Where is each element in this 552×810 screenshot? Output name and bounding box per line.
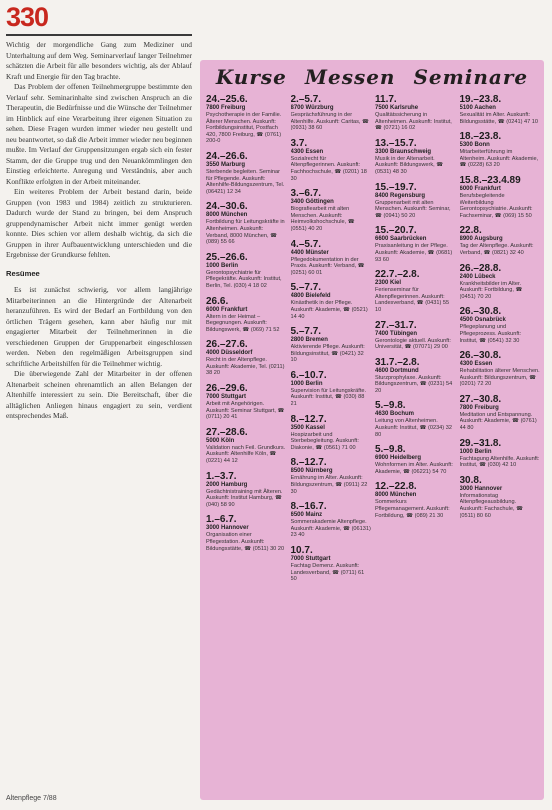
event-city: 3000 Hannover [459, 485, 503, 492]
events-box [200, 60, 544, 800]
event-entry [291, 188, 372, 232]
event-date: 15.8.–23.4.89 [459, 174, 521, 186]
event-entry [291, 282, 372, 320]
event-entry [206, 339, 287, 377]
event-city: 2800 Bremen [290, 337, 328, 344]
event-desc: Musik in der Altenarbeit. Auskunft: Bildungswerk, ☎ (0531) 48 30 [375, 155, 444, 175]
event-desc: Sozialrecht für Altenpflegerinnen. Auskunft: Fachhochschule, ☎ (0201) 18 30 [290, 155, 367, 182]
event-desc: Psychotherapie in der Familie. Älterer Menschen. Auskunft: Fortbildungsinstitut, Postfach 420, 7800 Freiburg, ☎ (0761) 200-0 [206, 112, 282, 145]
event-city: 3400 Göttingen [290, 199, 334, 206]
article-paragraph: Wichtig der morgendliche Gang zum Mediziner und Unterhaltung auf dem Weg. Seminarverlauf langer Teilnehmer schätzten die Arbeit für alle besonders wichtig, als der Ablauf Kraft und Energie für den Tag brachte. [6, 40, 192, 81]
page-footer: Altenpflege 7/88 [6, 795, 57, 802]
event-city: 5100 Aachen [459, 105, 496, 111]
event-entry [375, 481, 456, 519]
event-desc: Informationstag Altenpflegeausbildung. Auskunft: Fachschule, ☎ (0511) 80 60 [459, 492, 524, 519]
event-entry [206, 427, 287, 465]
event-city: 2300 Kiel [375, 280, 402, 287]
event-entry [460, 263, 541, 301]
event-date: 26.–30.8. [459, 306, 502, 318]
event-entry [291, 138, 372, 182]
event-entry [375, 320, 456, 351]
event-date: 4.–5.7. [290, 238, 322, 250]
event-date: 29.–31.8. [459, 437, 502, 449]
event-date: 24.–30.6. [206, 201, 248, 213]
event-desc: Hospizarbeit und Sterbebegleitung. Auskunft: Diakonie, ☎ (0561) 71 00 [290, 431, 359, 451]
event-desc: Ernährung im Alter. Auskunft: Bildungszentrum, ☎ (0911) 22 30 [290, 475, 368, 495]
event-date: 26.–27.6. [206, 339, 248, 351]
events-box-title: Kurse Messen Seminare [215, 65, 529, 89]
event-date: 5.–9.8. [375, 400, 406, 412]
event-entry [291, 94, 372, 132]
event-desc: Gruppenarbeit mit alten Menschen. Auskunft: Seminar, ☎ (0941) 50 20 [375, 199, 451, 219]
event-entry [375, 225, 456, 263]
event-desc: Rehabilitation älterer Menschen. Auskunft: Bildungszentrum, ☎ (0201) 72 20 [459, 368, 540, 388]
event-desc: Fortbildung für Leitungskräfte in Altenheimen. Auskunft: Verband, 8000 München, ☎ (089) 55 66 [206, 219, 285, 246]
event-date: 3.7. [290, 137, 308, 149]
event-desc: Gesprächsführung in der Altenhilfe. Auskunft: Caritas, ☎ (0931) 38 60 [290, 112, 369, 132]
event-entry [460, 475, 541, 519]
page-number: 330 [6, 2, 49, 32]
event-date: 27.–28.6. [206, 426, 248, 438]
events-column [460, 94, 541, 794]
event-entry [375, 269, 456, 313]
event-desc: Ferienseminar für Altenpflegerinnen. Auskunft: Landesverband, ☎ (0431) 55 10 [375, 287, 450, 313]
event-city: 8000 München [375, 492, 417, 499]
header-rule [6, 34, 192, 36]
event-city: 5300 Bonn [459, 142, 490, 149]
event-city: 1000 Berlin [459, 448, 492, 455]
event-date: 26.6. [206, 295, 229, 307]
event-date: 6.–10.7. [290, 369, 327, 381]
event-entry [460, 225, 541, 256]
event-desc: Supervision für Leitungskräfte. Auskunft: Institut, ☎ (030) 88 21 [290, 387, 367, 408]
event-entry [206, 252, 287, 290]
event-city: 8000 München [206, 212, 248, 219]
event-desc: Fachtag Demenz. Auskunft: Landesverband, ☎ (0711) 61 50 [290, 563, 365, 583]
event-entry [206, 151, 287, 195]
event-date: 27.–30.8. [459, 393, 502, 405]
article-paragraph: Die überwiegende Zahl der Mitarbeiter in der offenen Altenarbeit scheinen ehrenamtlich an allen Belangen der Altenhilfe interessiert zu sein. Die Bereitschaft, über die alltäglichen Anliegen hinaus engagiert zu sein, verdient entsprechendes Maß. [6, 369, 192, 420]
article-paragraph: Ein weiteres Problem der Arbeit bestand darin, beide Gruppen (von 1983 und 1984) zeitlich zu strukturieren. Dadurch wurde der Stand zu bringen, bei dem Anspruch gruppendynamischer Arbeit nicht immer genügt werden konnte. Dies schien vor allem deshalb wichtig, da sich die Gruppen in ihrer Aufbauentwicklung unterschieden und die Ergebnisse der Grundkurse fehlten. [6, 187, 192, 259]
event-desc: Gedächtnistraining mit Älteren. Auskunft: Institut Hamburg, ☎ (040) 58 90 [206, 488, 283, 508]
event-desc: Fachtagung Altenhilfe. Auskunft: Institut, ☎ (030) 42 10 [459, 455, 540, 469]
event-date: 5.–9.8. [375, 444, 406, 456]
event-entry [460, 94, 541, 125]
event-desc: Recht in der Altenpflege. Auskunft: Akademie, Tel. (0211) 38 20 [206, 357, 285, 377]
event-date: 3.–6.7. [290, 188, 322, 200]
event-entry [206, 94, 287, 145]
event-desc: Sterbende begleiten. Seminar für Pflegende. Auskunft: Altenhilfe-Bildungszentrum, Tel. (06421) 12 34 [206, 168, 285, 195]
event-date: 11.7. [375, 94, 397, 105]
event-date: 22.8. [459, 225, 482, 237]
event-desc: Sommerkurs Pflegemanagement. Auskunft: Fortbildung, ☎ (089) 21 30 [375, 499, 450, 519]
event-desc: Pflegeplanung und Pflegeprozess. Auskunft: Institut, ☎ (0541) 32 30 [459, 324, 522, 344]
event-desc: Gerontopsychiatrie für Pflegekräfte. Auskunft: Institut, Berlin, Tel. (030) 4 18 02 [206, 269, 282, 289]
event-entry [375, 182, 456, 220]
event-city: 5000 Köln [206, 437, 235, 444]
event-date: 24.–25.6. [206, 94, 248, 105]
event-desc: Berufsbegleitende Weiterbildung Gerontopsychiatrie. Auskunft: Fachseminar, ☎ (069) 15 50 [459, 192, 533, 219]
event-entry [291, 370, 372, 408]
event-desc: Altern in der Heimat – Begegnungen. Auskunft: Bildungswerk, ☎ (069) 71 52 [206, 313, 280, 333]
event-date: 26.–30.8. [459, 350, 502, 362]
event-desc: Praxisanleitung in der Pflege. Auskunft: Akademie, ☎ (0681) 93 60 [375, 243, 453, 263]
event-entry [375, 444, 456, 475]
event-date: 5.–7.7. [290, 326, 322, 338]
event-desc: Sommerakademie Altenpflege. Auskunft: Akademie, ☎ (06131) 23 40 [290, 519, 371, 539]
event-city: 7800 Freiburg [459, 404, 499, 411]
event-date: 26.–29.6. [206, 383, 248, 395]
event-entry [206, 201, 287, 245]
event-date: 8.–16.7. [290, 501, 327, 513]
event-entry [460, 394, 541, 432]
event-city: 3000 Hannover [206, 525, 249, 532]
event-date: 27.–31.7. [375, 319, 417, 331]
event-entry [291, 239, 372, 277]
event-desc: Pflegedokumentation in der Praxis. Auskunft: Verband, ☎ (0251) 60 01 [290, 256, 365, 276]
event-entry [206, 383, 287, 421]
event-desc: Aktivierende Pflege. Auskunft: Bildungsinstitut, ☎ (0421) 32 10 [290, 344, 365, 364]
event-date: 18.–23.8. [459, 131, 502, 143]
event-city: 7000 Stuttgart [290, 556, 331, 562]
event-city: 6600 Saarbrücken [375, 236, 427, 243]
event-date: 19.–23.8. [459, 94, 502, 105]
event-date: 26.–28.8. [459, 262, 502, 274]
event-date: 1.–6.7. [206, 514, 237, 526]
event-desc: Kinästhetik in der Pflege. Auskunft: Akademie, ☎ (0521) 14 40 [290, 300, 368, 320]
event-entry [375, 400, 456, 438]
event-city: 4800 Bielefeld [290, 293, 331, 300]
event-city: 6500 Mainz [290, 512, 323, 519]
event-desc: Organisation einer Pflegestation. Auskunft: Bildungsstätte, ☎ (0511) 30 20 [206, 532, 285, 552]
event-date: 15.–19.7. [375, 181, 417, 193]
event-date: 5.–7.7. [290, 282, 322, 294]
event-city: 4400 Münster [290, 249, 329, 256]
event-city: 3500 Kassel [290, 424, 325, 431]
event-city: 8900 Augsburg [459, 236, 503, 243]
event-date: 2.–5.7. [290, 94, 322, 105]
event-desc: Sturzprophylaxe. Auskunft: Bildungszentrum, ☎ (0231) 54 20 [375, 374, 453, 394]
event-date: 1.–3.7. [206, 470, 237, 482]
event-city: 6000 Frankfurt [206, 306, 248, 313]
event-entry [291, 545, 372, 583]
event-desc: Wohnformen im Alter. Auskunft: Akademie, ☎ (06221) 54 70 [375, 462, 453, 475]
event-city: 4300 Essen [459, 361, 493, 368]
event-city: 2400 Lübeck [459, 273, 496, 280]
event-desc: Leitung von Altenheimen. Auskunft: Institut, ☎ (0234) 32 80 [375, 418, 452, 438]
event-desc: Arbeit mit Angehörigen. Auskunft: Seminar Stuttgart, ☎ (0711) 20 41 [206, 401, 285, 421]
event-date: 8.–12.7. [290, 413, 327, 425]
event-city: 7000 Stuttgart [206, 394, 247, 401]
event-desc: Meditation und Entspannung. Auskunft: Akademie, ☎ (0761) 44 80 [459, 411, 537, 432]
events-column [206, 94, 287, 794]
event-entry [460, 306, 541, 344]
event-city: 8700 Würzburg [290, 105, 334, 111]
event-desc: Tag der Altenpflege. Auskunft: Verband, ☎ (0821) 32 40 [459, 243, 534, 256]
event-desc: Krankheitsbilder im Alter. Auskunft: Fortbildung, ☎ (0451) 70 20 [459, 280, 523, 300]
event-date: 31.7.–2.8. [375, 356, 420, 368]
event-date: 22.7.–2.8. [375, 269, 420, 281]
event-date: 8.–12.7. [290, 457, 327, 469]
event-city: 8400 Regensburg [375, 192, 426, 199]
event-city: 3300 Braunschweig [375, 148, 432, 155]
events-column [375, 94, 456, 794]
event-city: 4600 Dortmund [375, 367, 419, 374]
section-heading: Resümee [6, 268, 40, 278]
article-paragraph: Es ist zunächst schwierig, vor allem langjährige Mitarbeiterinnen an die Hintergründe der Altenarbeit heranzuführen. Es wird der Bedarf an Fortbildung von den örtlichen Trägern gesehen, kann aber häufig nur mit engagierter Mitarbeit der Teilnehmerinnen in die verschiedenen Gruppen der Gruppenarbeit eingeschlossen werden. Neben den regelmäßigen Arbeitsgruppen sind schriftliche Arbeitshilfen für die Teilnehmer wichtig. [6, 285, 192, 368]
event-desc: Qualitätssicherung in Altenheimen. Auskunft: Institut, ☎ (0721) 16 02 [375, 112, 452, 132]
article-paragraph: Das Problem der offenen Teilnehmergruppe bestimmte den Verlauf sehr. Seminarinhalte sind zwischen Anspruch an die Therapeutin, die Bedürfnisse und die Wünsche der Teilnehmer im Hinblick auf eine Verarbeitung ihrer eigenen Situation zu sehen. Diese Fragen wurden immer wieder neu gestellt und neu beantwortet, so daß die Arbeit immer wieder neu beginnen mußte. Im Verlauf der Gruppensitzungen ergab sich ein fester Stamm, der die Gruppe trug und den Neuankömmlingen den Einstieg erleichterte. Anregung und Verständnis, aber auch Konflikte erfolgten in der Arbeit miteinander. [6, 82, 192, 186]
event-desc: Validation nach Feil. Grundkurs. Auskunft: Altenhilfe Köln, ☎ (0221) 44 12 [206, 444, 286, 465]
event-entry [375, 357, 456, 395]
event-city: 1000 Berlin [206, 262, 239, 269]
event-city: 6900 Heidelberg [375, 455, 422, 462]
event-city: 7400 Tübingen [375, 330, 418, 337]
event-entry [291, 414, 372, 452]
event-entry [460, 131, 541, 169]
event-date: 25.–26.6. [206, 251, 248, 263]
event-entry [375, 94, 456, 132]
event-entry [375, 138, 456, 176]
event-city: 4500 Osnabrück [459, 317, 506, 324]
event-city: 2000 Hamburg [206, 481, 248, 488]
event-date: 15.–20.7. [375, 225, 417, 237]
event-entry [460, 438, 541, 469]
event-desc: Biografiearbeit mit alten Menschen. Auskunft: Heimvolkshochschule, ☎ (0551) 40 20 [290, 206, 355, 232]
event-date: 30.8. [459, 474, 482, 486]
event-city: 6000 Frankfurt [459, 185, 501, 192]
event-entry [206, 514, 287, 552]
event-desc: Gerontologie aktuell. Auskunft: Universität, ☎ (07071) 29 00 [375, 337, 451, 351]
event-city: 7800 Freiburg [206, 105, 246, 111]
event-date: 13.–15.7. [375, 137, 417, 149]
events-columns [206, 94, 540, 794]
event-city: 3550 Marburg [206, 161, 246, 168]
article-text [6, 40, 192, 788]
event-desc: Sexualität im Alter. Auskunft: Bildungsstätte, ☎ (0241) 47 10 [459, 112, 538, 125]
event-city: 4000 Düsseldorf [206, 350, 253, 357]
events-column [291, 94, 372, 794]
event-desc: Mitarbeiterführung im Altenheim. Auskunft: Akademie, ☎ (0228) 63 20 [459, 149, 539, 169]
event-entry [206, 471, 287, 509]
event-date: 24.–26.6. [206, 150, 248, 162]
event-entry [291, 326, 372, 364]
event-date: 12.–22.8. [375, 481, 417, 493]
event-entry [291, 501, 372, 539]
event-city: 4300 Essen [290, 148, 324, 155]
event-entry [460, 175, 541, 219]
event-entry [206, 296, 287, 334]
event-city: 8500 Nürnberg [290, 468, 333, 475]
event-city: 1000 Berlin [290, 380, 323, 387]
event-entry [291, 457, 372, 495]
event-date: 10.7. [290, 545, 313, 556]
event-entry [460, 350, 541, 388]
event-city: 4630 Bochum [375, 411, 415, 418]
event-city: 7500 Karlsruhe [375, 105, 419, 111]
